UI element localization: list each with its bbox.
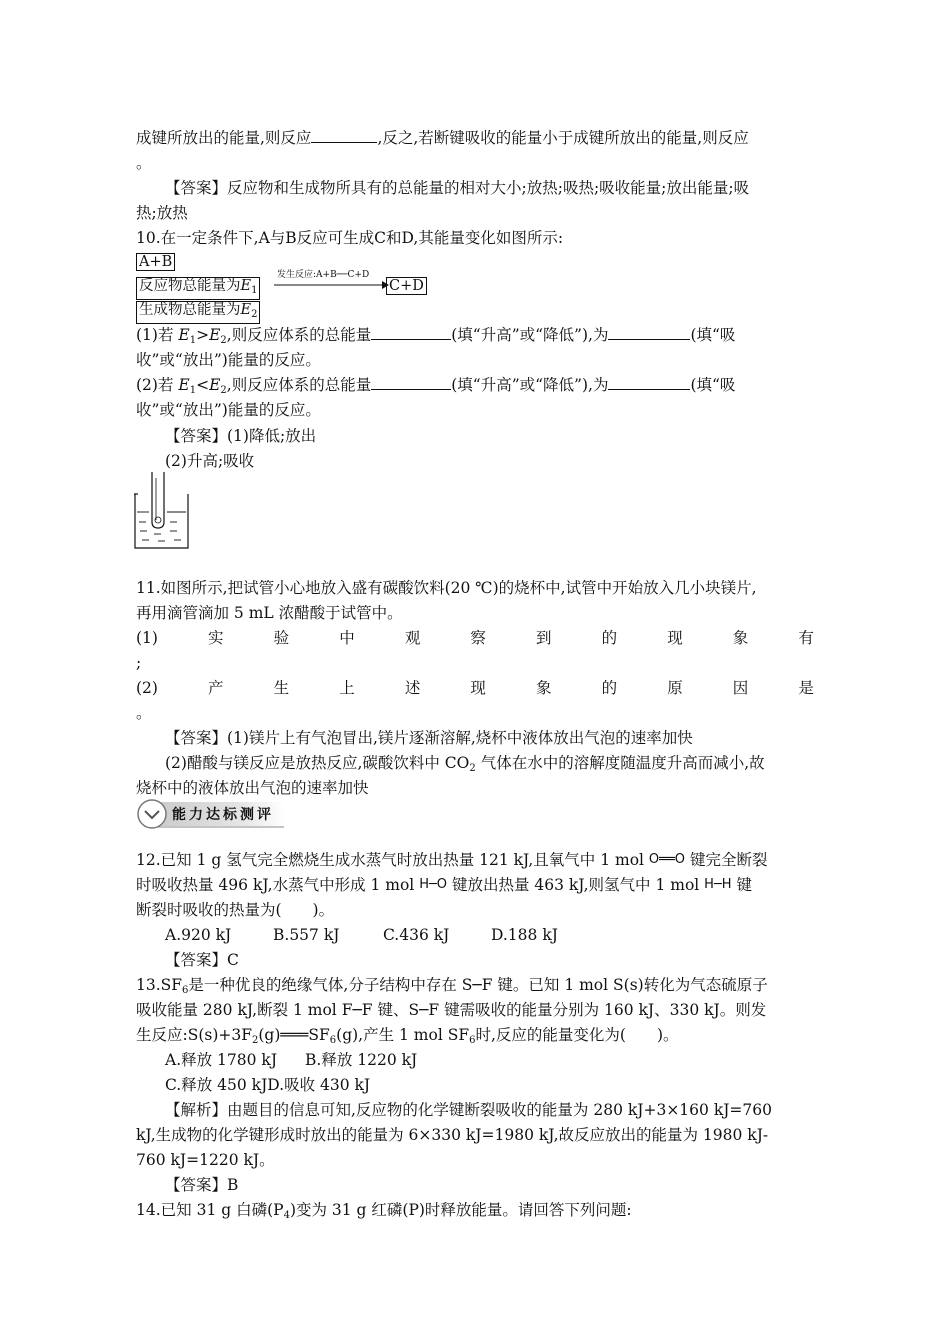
q9-continuation-line2: 。 <box>136 154 152 172</box>
q11-answer-line2: (2)醋酸与镁反应是放热反应,碳酸饮料中 $CO_2$ 气体在水中的溶解度随温度升高而减小,故 <box>165 754 765 774</box>
q11-part1-end: ; <box>136 654 142 672</box>
q10-part1-line2: 收”或“放出”)能量的反应。 <box>136 351 321 369</box>
q10-answer-line1: 【答案】(1)降低;放出 <box>165 427 317 445</box>
q11-answer-line3: 烧杯中的液体放出气泡的速率加快 <box>136 779 369 797</box>
q13-line2: 吸收能量 280 kJ,断裂 1 mol F─F 键、S─F 键需吸收的能量分别为 160 kJ、330 kJ。则发 <box>136 1001 767 1019</box>
q11-part1-line: (1) 实 验 中 观 察 到 的 现 象 有 <box>136 629 814 647</box>
q11-stem-line2: 再用滴管滴加 5 mL 浓醋酸于试管中。 <box>136 604 403 622</box>
bond-oo: O══O <box>648 852 686 867</box>
q12-line1: 12.已知 1 g 氢气完全燃烧生成水蒸气时放出热量 121 kJ,且氧气中 1 mol O══O 键完全断裂 <box>136 851 768 869</box>
q9-answer-line2: 热;放热 <box>136 204 188 222</box>
answer-blank[interactable] <box>371 375 451 390</box>
q10-part2-line2: 收”或“放出”)能量的反应。 <box>136 401 321 419</box>
bond-ho: H─O <box>419 877 448 892</box>
option-a[interactable]: A.920 kJ <box>165 926 232 944</box>
answer-blank[interactable] <box>371 325 451 340</box>
q13-options-cd[interactable]: C.释放 450 kJD.吸收 430 kJ <box>165 1076 371 1094</box>
q14-line1: 14.已知 31 g 白磷$(P_4)$变为 31 g 红磷(P)时释放能量。请回答下列问题: <box>136 1201 632 1221</box>
q13-options-ab <box>165 1050 417 1070</box>
q13-analysis-line2: kJ,生成物的化学键形成时放出的能量为 6×330 kJ=1980 kJ,故反应放出的能量为 1980 kJ- <box>136 1126 769 1144</box>
answer-blank[interactable] <box>608 325 690 340</box>
diagram-box-reactant-energy: 反应物总能量为$E_1$ <box>136 277 260 300</box>
q13-line1: $13.SF_6$是一种优良的绝缘气体,分子结构中存在 S─F 键。已知 1 mol S(s)转化为气态硫原子 <box>136 976 768 996</box>
q9-answer-line1: 【答案】反应物和生成物所具有的总能量的相对大小;放热;吸热;吸收能量;放出能量;吸 <box>165 179 750 197</box>
q12-options <box>165 925 558 945</box>
option-c[interactable]: C.436 kJ <box>383 926 450 944</box>
banner-circle <box>138 800 166 828</box>
q12-line3: 断裂时吸收的热量为( )。 <box>136 901 335 919</box>
section-banner-title: 能力达标测评 <box>172 807 274 823</box>
q13-analysis-line1: 【解析】由题目的信息可知,反应物的化学键断裂吸收的能量为 280 kJ+3×160 kJ=760 <box>165 1101 772 1119</box>
q13-analysis-line3: 760 kJ=1220 kJ。 <box>136 1151 275 1169</box>
bond-hh: H─H <box>704 877 732 892</box>
test-tube <box>152 472 164 528</box>
diagram-box-products: C+D <box>386 277 427 295</box>
diagram-box-product-energy: 生成物总能量为$E_2$ <box>136 301 260 324</box>
option-d[interactable]: D.188 kJ <box>491 926 558 944</box>
q10-stem: 10.在一定条件下,A与B反应可生成C和D,其能量变化如图所示: <box>136 229 564 247</box>
answer-blank[interactable] <box>311 128 377 143</box>
q12-answer: 【答案】C <box>165 951 239 969</box>
beaker-test-tube-figure <box>132 470 192 552</box>
q11-answer-line1: 【答案】(1)镁片上有气泡冒出,镁片逐渐溶解,烧杯中液体放出气泡的速率加快 <box>165 729 693 747</box>
q10-answer-line2: (2)升高;吸收 <box>165 452 255 470</box>
option-a[interactable]: A.释放 1780 kJ <box>165 1051 278 1069</box>
answer-blank[interactable] <box>608 375 690 390</box>
q10-part1-line1: (1)若 $E_1>E_2$,则反应体系的总能量 (填“升高”或“降低”),为 (填“吸 <box>136 326 736 346</box>
q9-continuation-line1: 成键所放出的能量,则反应 ,反之,若断键吸收的能量小于成键所放出的能量,则反应 <box>136 129 749 147</box>
diagram-box-reactants: A+B <box>136 253 175 271</box>
diagram-arrow-label: 发生反应:A+B──C+D <box>277 270 370 280</box>
q11-part2-line: (2) 产 生 上 述 现 象 的 原 因 是 <box>136 679 814 697</box>
q13-line3: 生反应$:S(s)+3F_2(g)═══SF_6(g)$,产生 1 mol $SF_6$时,反应的能量变化为( )。 <box>136 1026 679 1046</box>
q13-answer: 【答案】B <box>165 1176 239 1194</box>
q11-part2-end: 。 <box>136 704 152 722</box>
q10-part2-line1: (2)若 $E_1<E_2$,则反应体系的总能量 (填“升高”或“降低”),为 (填“吸 <box>136 376 736 396</box>
option-b[interactable]: B.释放 1220 kJ <box>305 1051 418 1069</box>
q11-stem-line1: 11.如图所示,把试管小心地放入盛有碳酸饮料(20 ℃)的烧杯中,试管中开始放入几小块镁片, <box>136 579 757 597</box>
q12-line2: 时吸收热量 496 kJ,水蒸气中形成 1 mol H─O 键放出热量 463 kJ,则氢气中 1 mol H─H 键 <box>136 876 752 894</box>
diagram-arrow <box>274 280 390 290</box>
option-b[interactable]: B.557 kJ <box>273 926 340 944</box>
